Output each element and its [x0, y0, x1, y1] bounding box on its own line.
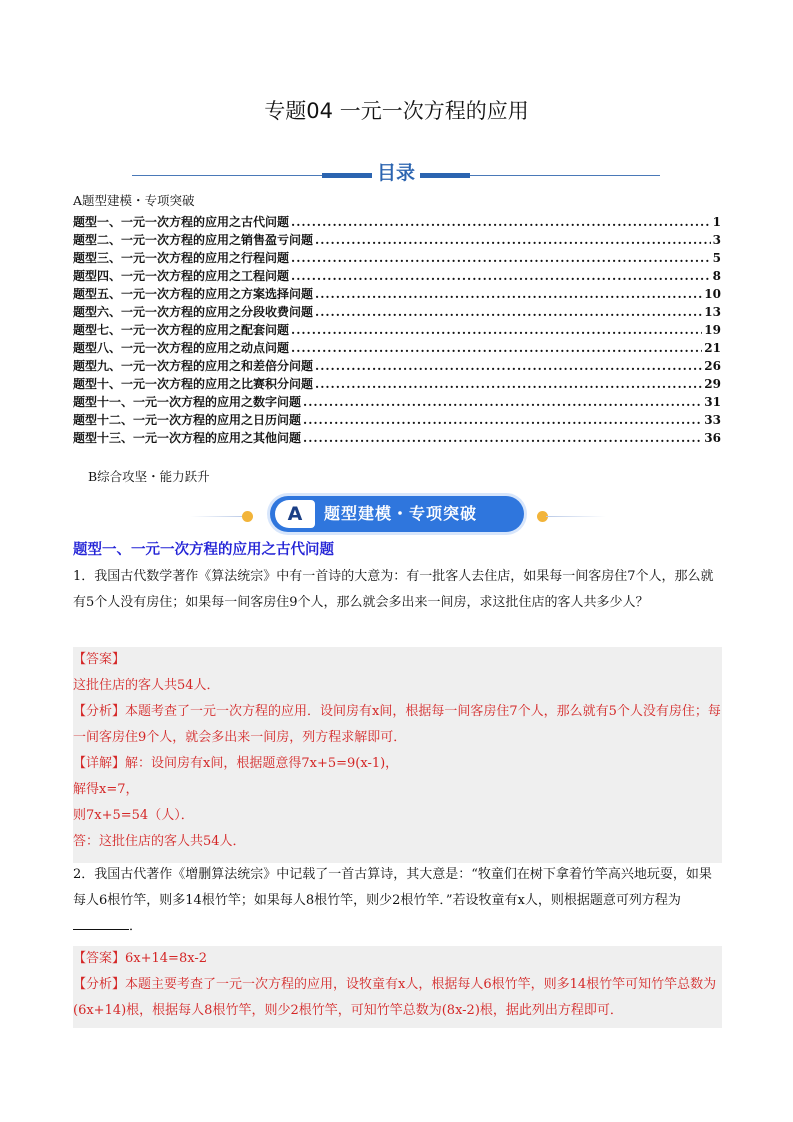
toc-entry-page: 29 [704, 377, 721, 391]
toc-entry-page: 26 [704, 359, 721, 373]
dot-leader [291, 251, 711, 265]
toc-entry[interactable] [73, 393, 721, 411]
dot-leader [291, 215, 711, 229]
dot-leader [315, 287, 702, 301]
toc-entry-title: 题型五、一元一次方程的应用之方案选择问题 [73, 287, 314, 301]
toc-entry-title: 题型八、一元一次方程的应用之动点问题 [73, 341, 290, 355]
detail-line: 解得x=7， [73, 782, 139, 797]
type-heading: 题型一、一元一次方程的应用之古代问题 [73, 541, 334, 558]
toc-entry-title: 题型九、一元一次方程的应用之和差倍分问题 [73, 359, 314, 373]
toc-entry-page: 13 [704, 305, 721, 319]
divider-left [132, 175, 322, 176]
dot-leader [315, 359, 702, 373]
analysis [73, 972, 722, 1024]
answer-tag: 【答案】 [73, 951, 126, 966]
toc-entry-page: 1 [712, 215, 721, 229]
question-2-text: 2．我国古代著作《增删算法统宗》中记载了一首古算诗，其大意是：“牧童们在树下拿着竹竿高兴地玩耍，如果每人6根竹竿，则多14根竹竿；如果每人8根竹竿，则少2根竹竿．”若设牧童有x人，则根据题意可列方程为 [73, 867, 712, 908]
toc-entry[interactable] [73, 429, 721, 447]
answer-text: 这批住店的客人共54人． [73, 678, 220, 693]
dot-leader [315, 233, 711, 247]
toc-entry[interactable] [73, 267, 721, 285]
toc-entry-title: 题型二、一元一次方程的应用之销售盈亏问题 [73, 233, 314, 247]
toc-entry-page: 36 [704, 431, 721, 445]
section-letter: A [275, 500, 315, 528]
detail [73, 751, 722, 777]
banner-line-right [546, 516, 606, 517]
toc-banner [132, 160, 660, 186]
dot-leader [303, 413, 702, 427]
toc-entry-title: 题型六、一元一次方程的应用之分段收费问题 [73, 305, 314, 319]
dot-leader [315, 305, 702, 319]
divider-accent-left [322, 173, 372, 178]
question-1: 1．我国古代数学著作《算法统宗》中有一首诗的大意为：有一批客人去住店，如果每一间客房住7个人，那么就有5个人没有房住；如果每一间客房住9个人，那么就会多出来一间房，求这批住店的客人共多少人？ [73, 569, 714, 610]
table-of-contents [73, 213, 721, 447]
detail-line: 则7x+5=54（人）． [73, 808, 194, 823]
dot-leader [291, 323, 702, 337]
analysis-text: 本题考查了一元一次方程的应用．设间房有x间，根据每一间客房住7个人，那么就有5个人没有房住；每一间客房住9个人，就会多出来一间房，列方程求解即可． [73, 704, 721, 745]
toc-entry-title: 题型十、一元一次方程的应用之比赛积分问题 [73, 377, 314, 391]
detail-line: 解：设间房有x间，根据题意得7x+5=9(x-1)， [125, 756, 399, 771]
toc-entry-title: 题型四、一元一次方程的应用之工程问题 [73, 269, 290, 283]
detail-line: 答：这批住店的客人共54人． [73, 834, 246, 849]
detail-tag: 【详解】 [73, 756, 126, 771]
divider-accent-right [420, 173, 470, 178]
toc-entry-page: 31 [704, 395, 721, 409]
toc-entry[interactable] [73, 339, 721, 357]
toc-entry-title: 题型一、一元一次方程的应用之古代问题 [73, 215, 290, 229]
toc-entry-page: 8 [712, 269, 721, 283]
toc-entry[interactable] [73, 375, 721, 393]
dot-leader [291, 269, 711, 283]
toc-entry[interactable] [73, 213, 721, 231]
answer-blank [73, 915, 129, 930]
toc-entry[interactable] [73, 249, 721, 267]
analysis-text: 本题主要考查了一元一次方程的应用，设牧童有x人，根据每人6根竹竿，则多14根竹竿可知竹竿总数为(6x+14)根，根据每人8根竹竿，则少2根竹竿，可知竹竿总数为(8x-2)根，据此列出方程即可． [73, 977, 717, 1018]
toc-entry-page: 5 [712, 251, 721, 265]
answer-tag: 【答案】 [73, 652, 126, 667]
toc-entry-title: 题型十一、一元一次方程的应用之数字问题 [73, 395, 302, 409]
dot-leader [303, 395, 702, 409]
toc-entry[interactable] [73, 285, 721, 303]
toc-section-b: B综合攻坚・能力跃升 [88, 469, 210, 484]
toc-entry-page: 3 [712, 233, 721, 247]
answer-block-2 [73, 946, 722, 1028]
toc-entry-title: 题型七、一元一次方程的应用之配套问题 [73, 323, 290, 337]
toc-entry[interactable] [73, 411, 721, 429]
answer [73, 946, 722, 972]
divider-right [470, 175, 660, 176]
dot-leader [315, 377, 702, 391]
page-title: 专题04 一元一次方程的应用 [264, 99, 529, 123]
banner-dot-left [242, 511, 253, 522]
section-banner [0, 495, 793, 533]
toc-entry[interactable] [73, 321, 721, 339]
question-2 [73, 862, 723, 940]
question-2-end: ． [129, 919, 143, 934]
banner-line-left [190, 516, 246, 517]
toc-entry-title: 题型三、一元一次方程的应用之行程问题 [73, 251, 290, 265]
toc-entry-page: 10 [704, 287, 721, 301]
dot-leader [291, 341, 702, 355]
section-pill [270, 496, 524, 532]
toc-entry-title: 题型十三、一元一次方程的应用之其他问题 [73, 431, 302, 445]
analysis [73, 699, 722, 751]
toc-entry-page: 19 [704, 323, 721, 337]
toc-label: 目录 [376, 162, 415, 184]
answer-block-1 [73, 647, 722, 863]
toc-entry-title: 题型十二、一元一次方程的应用之日历问题 [73, 413, 302, 427]
analysis-tag: 【分析】 [73, 977, 126, 992]
dot-leader [303, 431, 702, 445]
toc-entry[interactable] [73, 357, 721, 375]
section-pill-text: 题型建模・专项突破 [324, 504, 478, 523]
toc-entry-page: 33 [704, 413, 721, 427]
toc-entry-page: 21 [704, 341, 721, 355]
answer-text: 6x+14=8x-2 [125, 951, 207, 966]
toc-section-a: A题型建模・专项突破 [73, 193, 195, 208]
analysis-tag: 【分析】 [73, 704, 126, 719]
toc-entry[interactable] [73, 231, 721, 249]
toc-entry[interactable] [73, 303, 721, 321]
